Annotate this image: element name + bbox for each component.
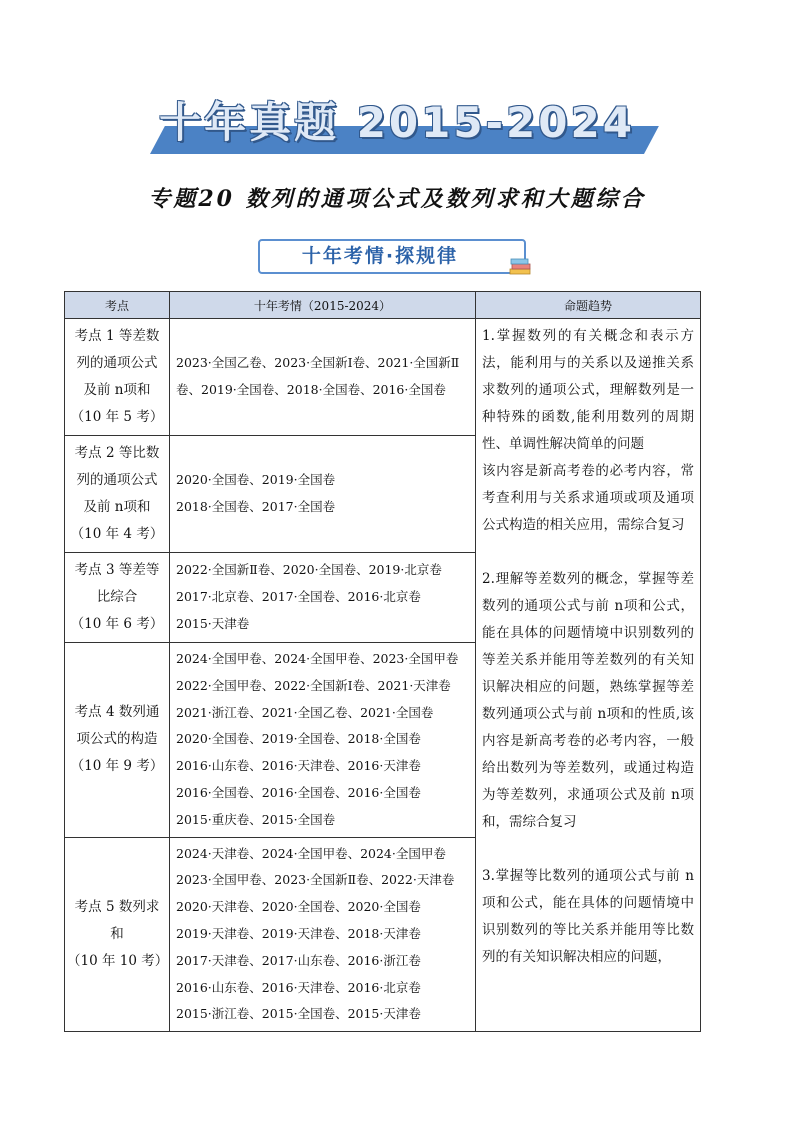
topic-line: 和 (110, 925, 124, 942)
trend-paragraph: 1.掌握数列的有关概念和表示方法，能利用与的关系以及递推关系求数列的通项公式，理解数列是一种特殊的函数,能利用数列的周期性、单调性解决简单的问题 (482, 328, 694, 452)
years-line: 2015·浙江卷、2015·全国卷、2015·天津卷 (176, 1006, 421, 1022)
topic-line: 列的通项公式 (76, 355, 158, 371)
years-cell (170, 553, 476, 643)
topic-line: 及前 n项和 (83, 499, 151, 515)
title-banner (150, 90, 644, 156)
years-line: 2024·全国甲卷、2024·全国甲卷、2023·全国甲卷 (176, 651, 459, 666)
years-line: 2022·全国新Ⅱ卷、2020·全国卷、2019·北京卷 (176, 562, 442, 578)
trend-paragraph: 该内容是新高考卷的必考内容，常考查利用与关系求通项或项及通项公式构造的相关应用，需综合复习 (482, 463, 694, 533)
years-line: 2020·天津卷、2020·全国卷、2020·全国卷 (176, 899, 421, 915)
books-icon (508, 255, 534, 277)
years-line: 2015·重庆卷、2015·全国卷 (176, 811, 336, 827)
topic-line: 考点 3 等差等 (74, 562, 160, 578)
topic-cell (65, 319, 170, 436)
topic-line: 考点 4 数列通 (74, 704, 160, 721)
topic-line: （10 年 10 考） (67, 952, 169, 969)
years-line: 2019·天津卷、2019·天津卷、2018·天津卷 (176, 925, 421, 941)
topic-cell (65, 553, 170, 643)
topic-line: 比综合 (96, 589, 138, 605)
trend-cell (476, 319, 701, 1032)
trend-paragraph: 2.理解等差数列的概念，掌握等差数列的通项公式与前 n项和公式，能在具体的问题情境中识别数列的等差关系并能用等差数列的有关知识解决相应的问题，熟练掌握等差数列通项公式与前 n项和的性质,该内容是新高考卷的必考内容，一般给出数列为等差数列，或通过构造为等差数列，求通项公式及前 n项和，需综合复习 (482, 571, 694, 830)
years-line: 2023·全国乙卷、2023·全国新Ⅰ卷、2021·全国新Ⅱ卷、2019·全国卷、2018·全国卷、2016·全国卷 (176, 355, 460, 397)
years-line: 2020·全国卷、2019·全国卷 (176, 472, 336, 488)
topic-line: 及前 n项和 (83, 382, 151, 398)
page-title: 专题20 数列的通项公式及数列求和大题综合 (148, 186, 646, 212)
topic-line: （10 年 4 考） (70, 526, 164, 542)
topic-cell (65, 643, 170, 838)
years-line: 2016·全国卷、2016·全国卷、2016·全国卷 (176, 784, 421, 800)
section-badge-label: 十年考情·探规律 (301, 245, 459, 267)
trend-paragraph: 3.掌握等比数列的通项公式与前 n项和公式，能在具体的问题情境中识别数列的等比关系并能用等比数列的有关知识解决相应的问题， (482, 868, 694, 965)
years-line: 2024·天津卷、2024·全国甲卷、2024·全国甲卷 (176, 845, 446, 861)
years-line: 2023·全国甲卷、2023·全国新Ⅱ卷、2022·天津卷 (176, 872, 455, 888)
years-line: 2017·天津卷、2017·山东卷、2016·浙江卷 (176, 952, 421, 968)
table-row (65, 319, 701, 436)
header-trend: 命题趋势 (476, 292, 701, 319)
section-badge (258, 239, 526, 274)
topic-cell (65, 436, 170, 553)
years-line: 2021·浙江卷、2021·全国乙卷、2021·全国卷 (176, 704, 434, 720)
topic-line: 列的通项公式 (76, 472, 158, 488)
years-line: 2020·全国卷、2019·全国卷、2018·全国卷 (176, 731, 421, 747)
years-line: 2017·北京卷、2017·全国卷、2016·北京卷 (176, 589, 421, 605)
topic-line: （10 年 6 考） (70, 616, 164, 632)
topic-line: 考点 5 数列求 (74, 898, 160, 915)
exam-analysis-table (64, 291, 701, 1032)
years-line: 2016·山东卷、2016·天津卷、2016·天津卷 (176, 758, 421, 774)
years-line: 2015·天津卷 (176, 615, 250, 631)
table-header-row (65, 292, 701, 319)
years-cell (170, 643, 476, 838)
topic-line: 项公式的构造 (76, 731, 158, 748)
topic-line: 考点 2 等比数 (74, 445, 160, 461)
topic-line: （10 年 9 考） (70, 758, 164, 775)
topic-cell (65, 837, 170, 1032)
years-cell (170, 837, 476, 1032)
years-cell (170, 436, 476, 553)
years-line: 2022·全国甲卷、2022·全国新Ⅰ卷、2021·天津卷 (176, 677, 451, 693)
years-line: 2016·山东卷、2016·天津卷、2016·北京卷 (176, 979, 421, 995)
header-years: 十年考情（2015-2024） (170, 292, 476, 319)
topic-line: 考点 1 等差数 (74, 328, 160, 344)
header-topic: 考点 (65, 292, 170, 319)
years-cell (170, 319, 476, 436)
banner-title: 十年真题 2015-2024 (159, 98, 635, 147)
years-line: 2018·全国卷、2017·全国卷 (176, 499, 336, 514)
topic-line: （10 年 5 考） (70, 409, 164, 425)
